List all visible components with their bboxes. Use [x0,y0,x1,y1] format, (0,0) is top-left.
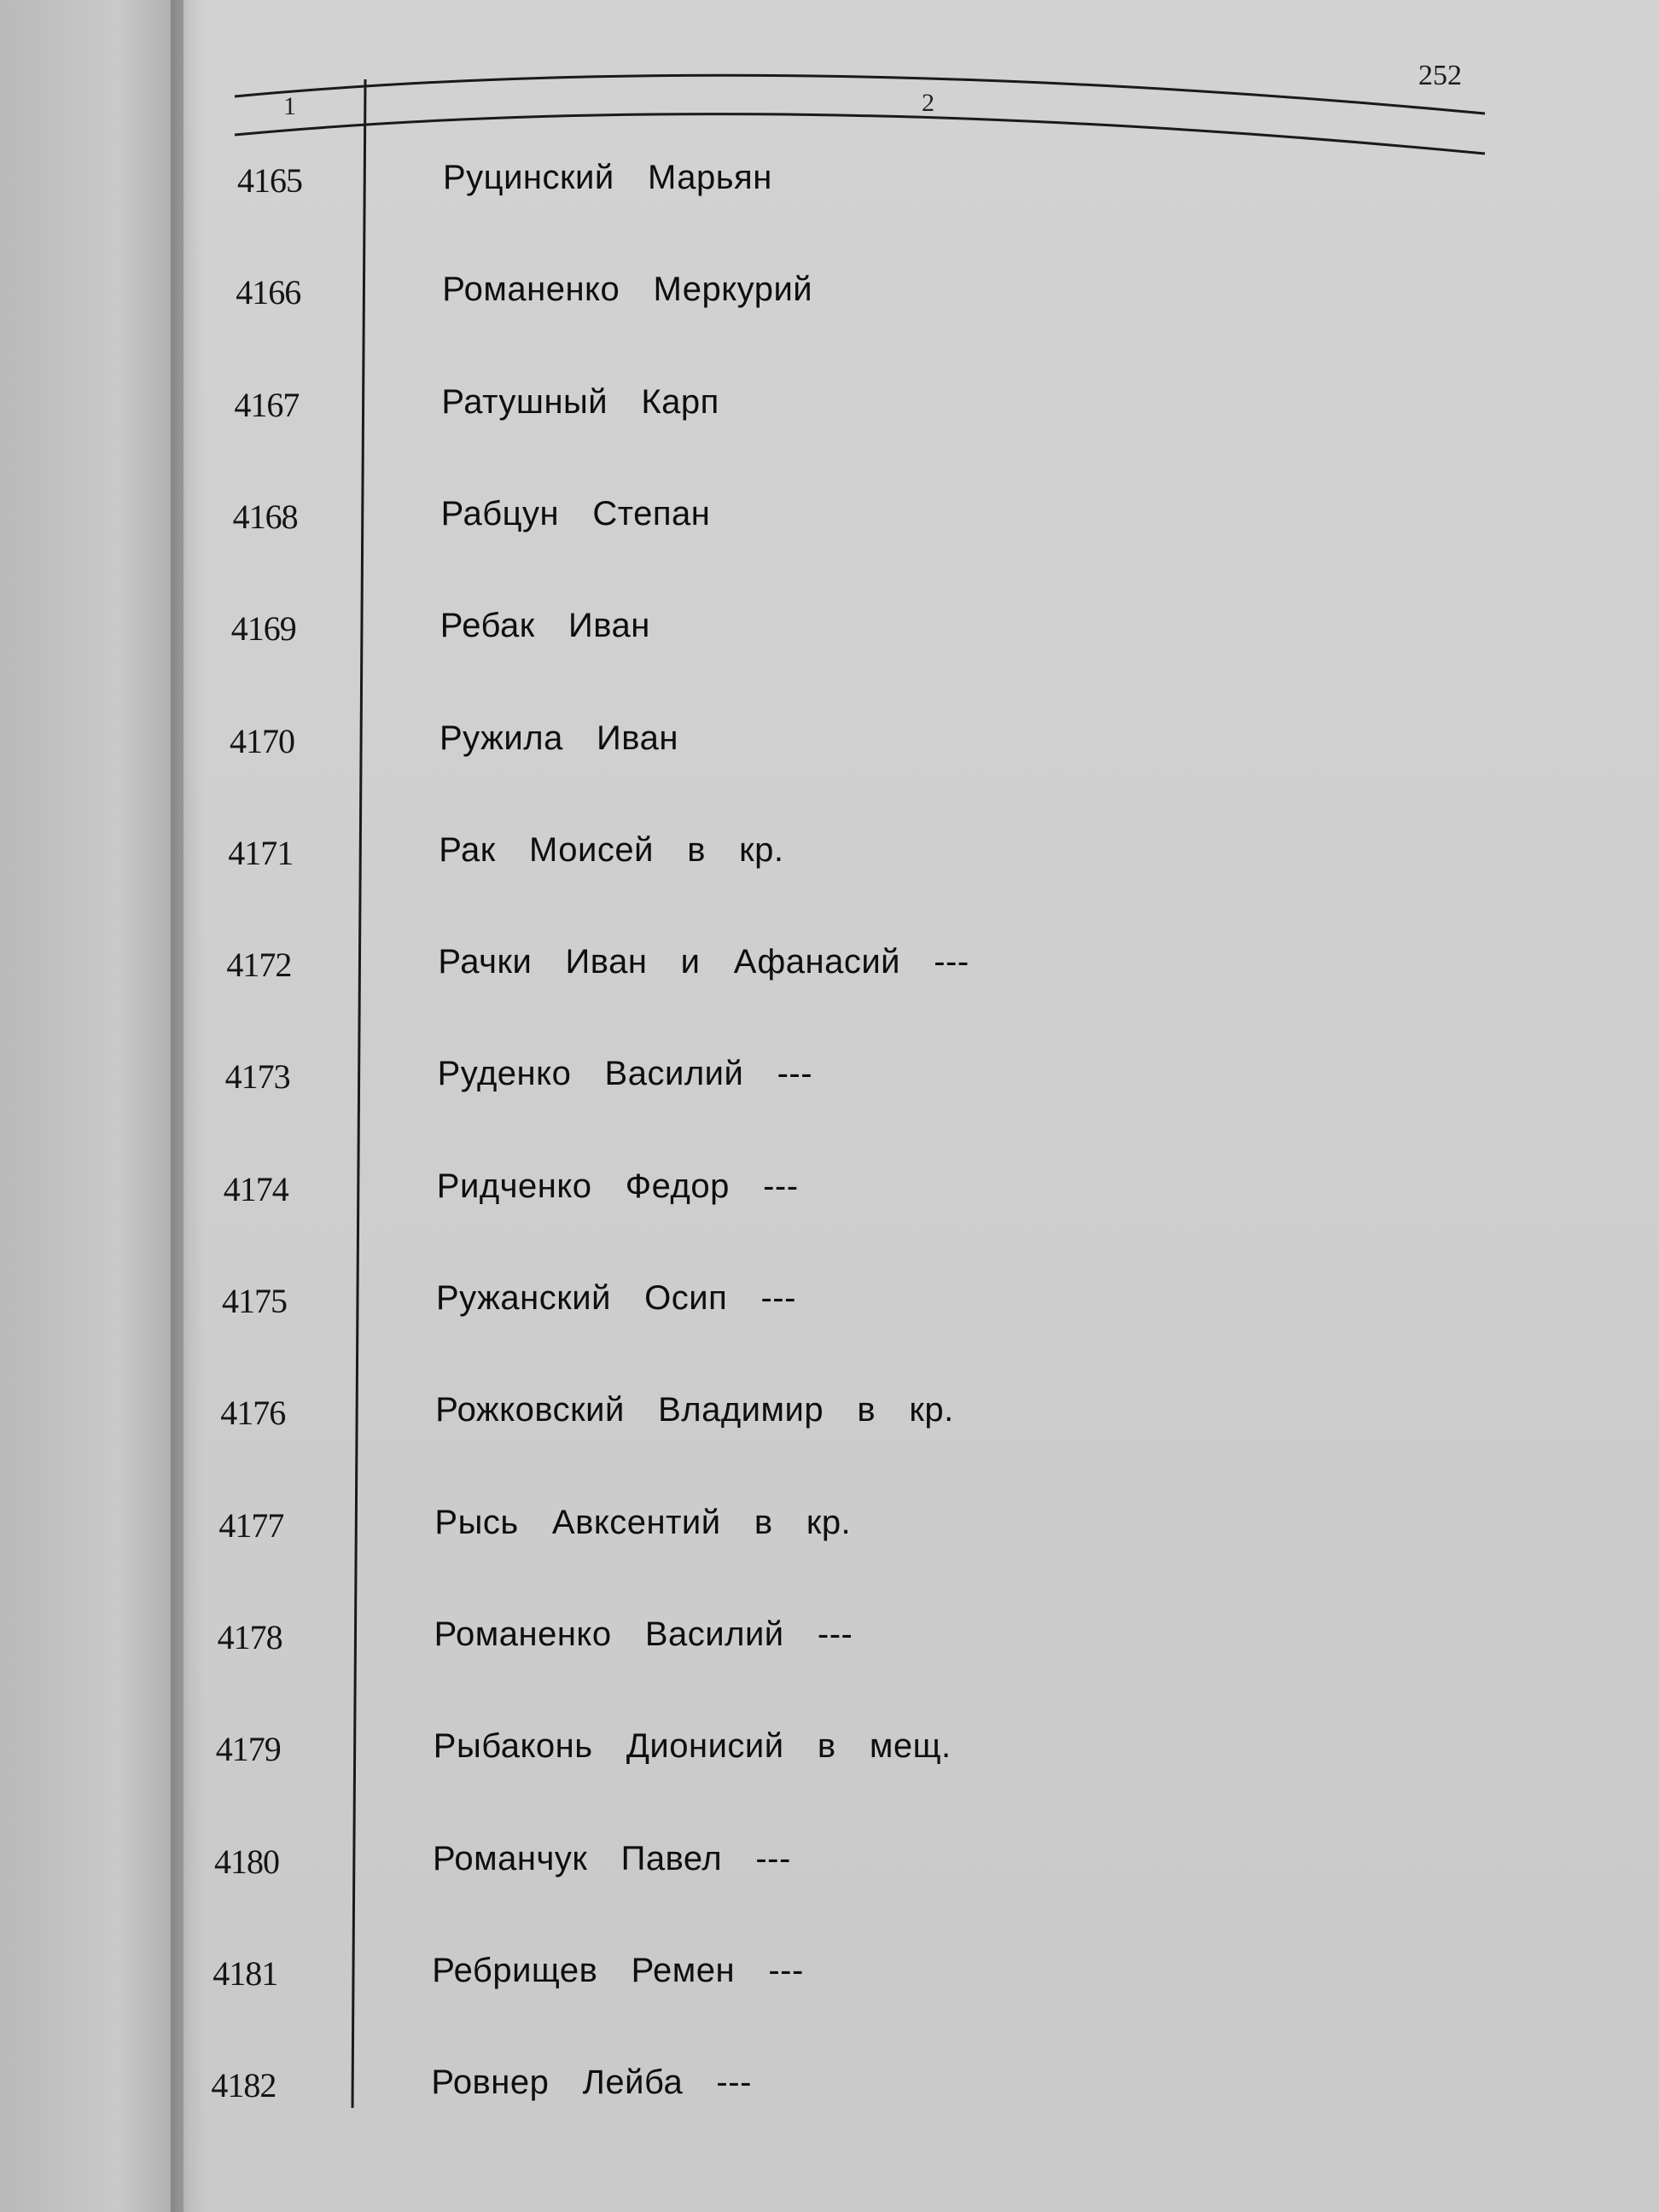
record-number: 4166 [236,273,301,312]
record-number: 4182 [211,2066,276,2105]
record-name: Рабцун Степан [440,494,711,533]
document-page [183,0,1659,2212]
column-1-label: 1 [283,92,296,120]
page-number: 252 [1418,60,1462,91]
record-number: 4179 [215,1730,281,1769]
record-name: Романчук Павел --- [433,1839,791,1877]
record-name: Рачки Иван и Афанасий --- [438,943,969,981]
record-name: Романенко Василий --- [434,1615,853,1653]
record-number: 4172 [226,946,292,985]
facing-page-edge [0,0,196,2212]
record-number: 4167 [234,385,300,424]
record-number: 4171 [228,833,294,872]
record-number: 4180 [214,1842,279,1881]
record-number: 4174 [223,1169,288,1208]
record-name: Ружанский Осип --- [436,1279,796,1317]
record-name: Рысь Авксентий в кр. [434,1503,852,1541]
record-number: 4177 [218,1505,284,1545]
record-name: Ребрищев Ремен --- [432,1951,804,1989]
record-name: Рожковский Владимир в кр. [435,1391,954,1429]
record-number: 4173 [224,1057,290,1097]
record-name: Романенко Меркурий [442,271,813,309]
column-2-label: 2 [922,89,934,117]
record-name: Ридченко Федор --- [436,1167,799,1205]
record-number: 4165 [237,161,302,200]
gutter-shadow [171,0,205,2212]
record-number: 4175 [222,1282,287,1320]
record-number: 4169 [230,609,296,649]
record-name: Ратушный Карп [441,382,719,421]
record-number: 4176 [220,1394,286,1433]
record-name: Ребак Иван [439,607,650,645]
record-name: Ровнер Лейба --- [431,2064,752,2102]
record-name: Руденко Василий --- [437,1055,813,1093]
record-name: Руцинский Марьян [443,159,772,196]
record-name: Ружила Иван [439,719,678,757]
record-name: Рак Моисей в кр. [439,830,784,869]
record-number: 4181 [212,1953,278,1993]
record-number: 4178 [217,1617,282,1656]
record-number: 4170 [230,721,294,760]
record-name: Рыбаконь Дионисий в мещ. [433,1727,952,1766]
record-number: 4168 [232,497,298,536]
